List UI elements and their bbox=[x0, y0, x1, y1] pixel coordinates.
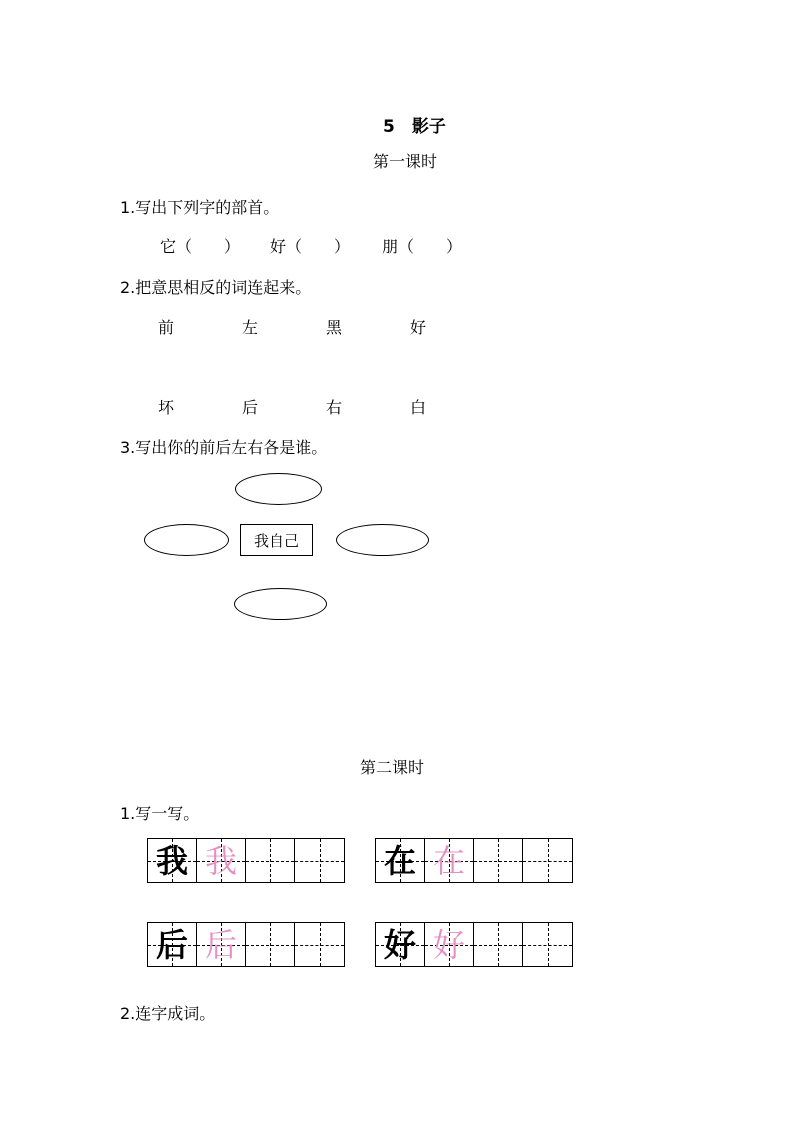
grid-cell-blank[interactable] bbox=[295, 923, 344, 966]
trace-char: 我 bbox=[204, 841, 237, 880]
word-building-question-prompt: 2.连字成词。 bbox=[120, 1004, 216, 1023]
model-char: 在 bbox=[383, 841, 416, 880]
antonym-bottom-3: 右 bbox=[326, 398, 343, 417]
grid-cell-trace bbox=[425, 923, 474, 966]
grid-cell-blank[interactable] bbox=[246, 839, 295, 882]
grid-cell-trace bbox=[425, 839, 474, 882]
grid-cell-model bbox=[376, 923, 425, 966]
radical-item-3: 朋（ ） bbox=[382, 237, 463, 256]
section-heading-lesson-1: 第一课时 bbox=[373, 152, 438, 171]
question-3-prompt: 3.写出你的前后左右各是谁。 bbox=[120, 438, 328, 457]
model-char: 后 bbox=[155, 925, 188, 964]
grid-cell-blank[interactable] bbox=[474, 839, 523, 882]
trace-char: 后 bbox=[204, 925, 237, 964]
grid-cell-blank[interactable] bbox=[523, 923, 572, 966]
grid-cell-model bbox=[148, 923, 197, 966]
antonym-top-4: 好 bbox=[410, 318, 427, 337]
grid-cell-blank[interactable] bbox=[246, 923, 295, 966]
writing-grid-2 bbox=[375, 838, 573, 883]
writing-grid-4 bbox=[375, 922, 573, 967]
antonym-bottom-4: 白 bbox=[410, 398, 427, 417]
antonym-top-3: 黑 bbox=[326, 318, 343, 337]
grid-cell-blank[interactable] bbox=[474, 923, 523, 966]
radical-item-2: 好（ ） bbox=[270, 237, 351, 256]
writing-grid-3 bbox=[147, 922, 345, 967]
lesson-title: 5 影子 bbox=[383, 117, 446, 137]
grid-cell-trace bbox=[197, 839, 246, 882]
model-char: 好 bbox=[383, 925, 416, 964]
answer-oval-left[interactable] bbox=[144, 524, 229, 556]
self-label-box bbox=[240, 524, 313, 556]
question-2-prompt: 2.把意思相反的词连起来。 bbox=[120, 278, 312, 297]
antonym-top-2: 左 bbox=[242, 318, 259, 337]
grid-cell-blank[interactable] bbox=[295, 839, 344, 882]
trace-char: 在 bbox=[432, 841, 465, 880]
answer-oval-back[interactable] bbox=[234, 588, 327, 620]
radical-item-1: 它（ ） bbox=[160, 237, 241, 256]
antonym-top-1: 前 bbox=[158, 318, 175, 337]
antonym-bottom-1: 坏 bbox=[158, 398, 175, 417]
grid-cell-trace bbox=[197, 923, 246, 966]
antonym-bottom-2: 后 bbox=[242, 398, 259, 417]
self-label: 我自己 bbox=[253, 531, 299, 550]
writing-grid-1 bbox=[147, 838, 345, 883]
grid-cell-model bbox=[148, 839, 197, 882]
answer-oval-front[interactable] bbox=[235, 473, 322, 505]
grid-cell-blank[interactable] bbox=[523, 839, 572, 882]
writing-question-prompt: 1.写一写。 bbox=[120, 804, 200, 823]
answer-oval-right[interactable] bbox=[336, 524, 429, 556]
grid-cell-model bbox=[376, 839, 425, 882]
section-heading-lesson-2: 第二课时 bbox=[360, 758, 425, 777]
question-1-prompt: 1.写出下列字的部首。 bbox=[120, 198, 280, 217]
model-char: 我 bbox=[155, 841, 188, 880]
trace-char: 好 bbox=[432, 925, 465, 964]
